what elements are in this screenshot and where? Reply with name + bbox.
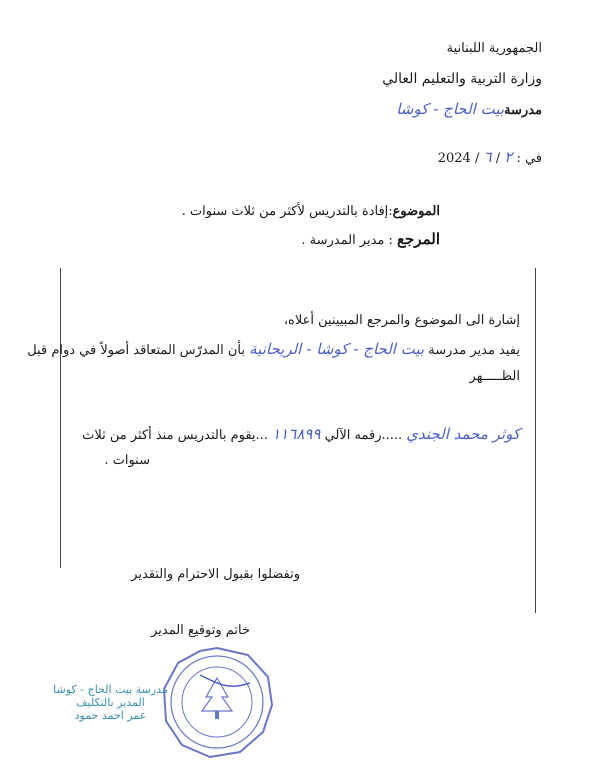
reference-line — [301, 230, 440, 250]
ministry-heading: وزارة التربية والتعليم العالي — [382, 71, 542, 87]
body-line-1: إشارة الى الموضوع والمرجع المبيينين أعلاه، — [283, 313, 520, 328]
republic-heading: الجمهورية اللبنانية — [446, 41, 542, 56]
official-seal-icon — [160, 645, 275, 760]
date-year: 2024 — [437, 151, 471, 166]
date-separator: / — [474, 151, 480, 166]
seal-text — [48, 683, 173, 722]
school-label: مدرسة — [504, 103, 542, 118]
seal-school-name: مدرسة بيت الحاج - كوشا — [53, 683, 168, 696]
date-prefix: في : — [516, 151, 542, 166]
reference-text: : مدير المدرسة . — [301, 233, 393, 248]
school-name-handwritten: بيت الحاج - كوشا — [396, 100, 505, 118]
body-line-2 — [27, 340, 520, 360]
right-margin-line — [535, 268, 536, 613]
teacher-name-handwritten: كوثر محمد الجندي — [406, 425, 520, 443]
seal-role: المدير بالتكليف — [76, 696, 145, 709]
school-line — [396, 100, 542, 120]
body-line-4-end: ...يقوم بالتدريس منذ أكثر من ثلاث — [82, 428, 268, 443]
body-line-3: الظـــــهر — [469, 369, 520, 384]
date-separator: / — [495, 151, 501, 166]
body-line-4 — [65, 425, 520, 445]
reference-label: المرجع — [397, 230, 440, 248]
signature-label: خاتم وتوقيع المدير — [151, 623, 250, 638]
date-month: ٦ — [483, 148, 492, 166]
seal-director-name: عمر احمد حمود — [74, 709, 147, 722]
body-line-2-end: بأن المدرّس المتعاقد أصولاً في دوام قبل — [27, 343, 246, 358]
body-line-4-start: .....رقمه الآلي — [324, 428, 403, 443]
teacher-number-handwritten: ١١٦٨٩٩ — [272, 425, 321, 443]
left-margin-line — [60, 268, 61, 568]
body-school-handwritten: بيت الحاج - كوشا - الريحانية — [249, 340, 425, 358]
closing-regards: وتفضلوا بقبول الاحترام والتقدير — [131, 567, 300, 582]
body-line-5: سنوات . — [104, 453, 150, 468]
subject-label: الموضوع — [392, 204, 440, 219]
body-line-2-start: يفيد مدير مدرسة — [428, 343, 520, 358]
date-day: ٢ — [504, 148, 513, 166]
date-line — [438, 148, 542, 168]
subject-text: :إفادة بالتدريس لأكثر من ثلاث سنوات . — [181, 204, 393, 219]
subject-line — [182, 203, 440, 221]
